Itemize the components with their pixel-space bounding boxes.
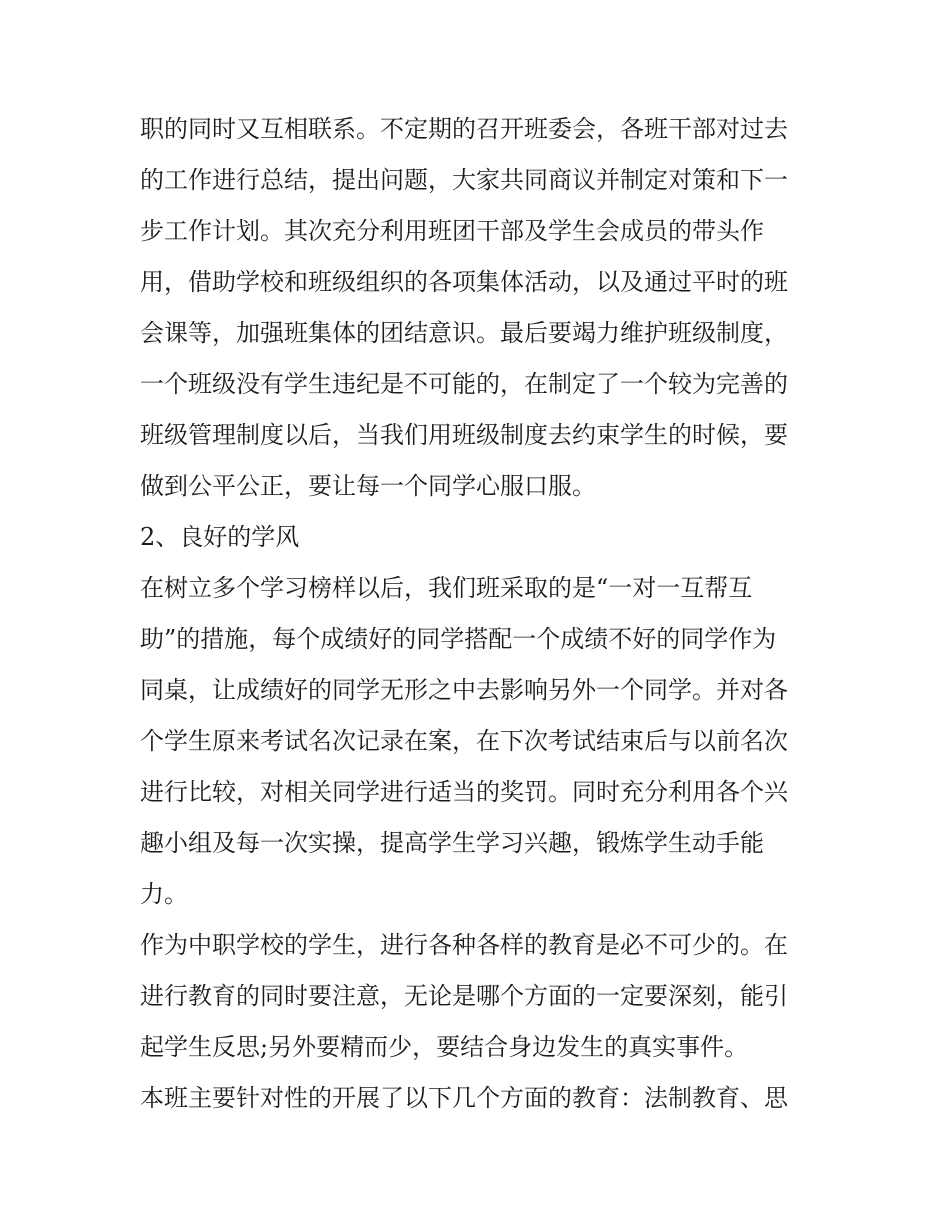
text-line: 职的同时又互相联系。不定期的召开班委会，各班干部对过去 — [140, 115, 788, 143]
text-line: 起学生反思;另外要精而少，要结合身边发生的真实事件。 — [140, 1033, 749, 1061]
text-line: 同桌，让成绩好的同学无形之中去影响另外一个同学。并对各 — [140, 676, 788, 704]
text-line: 趣小组及每一次实操，提高学生学习兴趣，锻炼学生动手能 — [140, 829, 764, 857]
body-text — [140, 104, 820, 1124]
text-line: 进行比较，对相关同学进行适当的奖罚。同时充分利用各个兴 — [140, 778, 788, 806]
text-line: 一个班级没有学生违纪是不可能的，在制定了一个较为完善的 — [140, 370, 788, 398]
text-line: 做到公平公正，要让每一个同学心服口服。 — [140, 472, 596, 500]
text-line: 进行教育的同时要注意，无论是哪个方面的一定要深刻，能引 — [140, 982, 788, 1010]
text-line: 力。 — [140, 880, 188, 908]
text-line: 用，借助学校和班级组织的各项集体活动，以及通过平时的班 — [140, 268, 788, 296]
text-line: 班级管理制度以后，当我们用班级制度去约束学生的时候，要 — [140, 421, 788, 449]
text-line: 步工作计划。其次充分利用班团干部及学生会成员的带头作 — [140, 217, 764, 245]
text-line: 的工作进行总结，提出问题，大家共同商议并制定对策和下一 — [140, 166, 788, 194]
section-heading: 2、良好的学风 — [140, 523, 300, 551]
text-line: 本班主要针对性的开展了以下几个方面的教育：法制教育、思 — [140, 1084, 788, 1112]
text-line: 个学生原来考试名次记录在案，在下次考试结束后与以前名次 — [140, 727, 788, 755]
text-line: 会课等，加强班集体的团结意识。最后要竭力维护班级制度， — [140, 319, 788, 347]
text-line: 助”的措施，每个成绩好的同学搭配一个成绩不好的同学作为 — [140, 625, 777, 653]
text-line: 作为中职学校的学生，进行各种各样的教育是必不可少的。在 — [140, 931, 788, 959]
text-line: 在树立多个学习榜样以后，我们班采取的是“一对一互帮互 — [140, 574, 753, 602]
